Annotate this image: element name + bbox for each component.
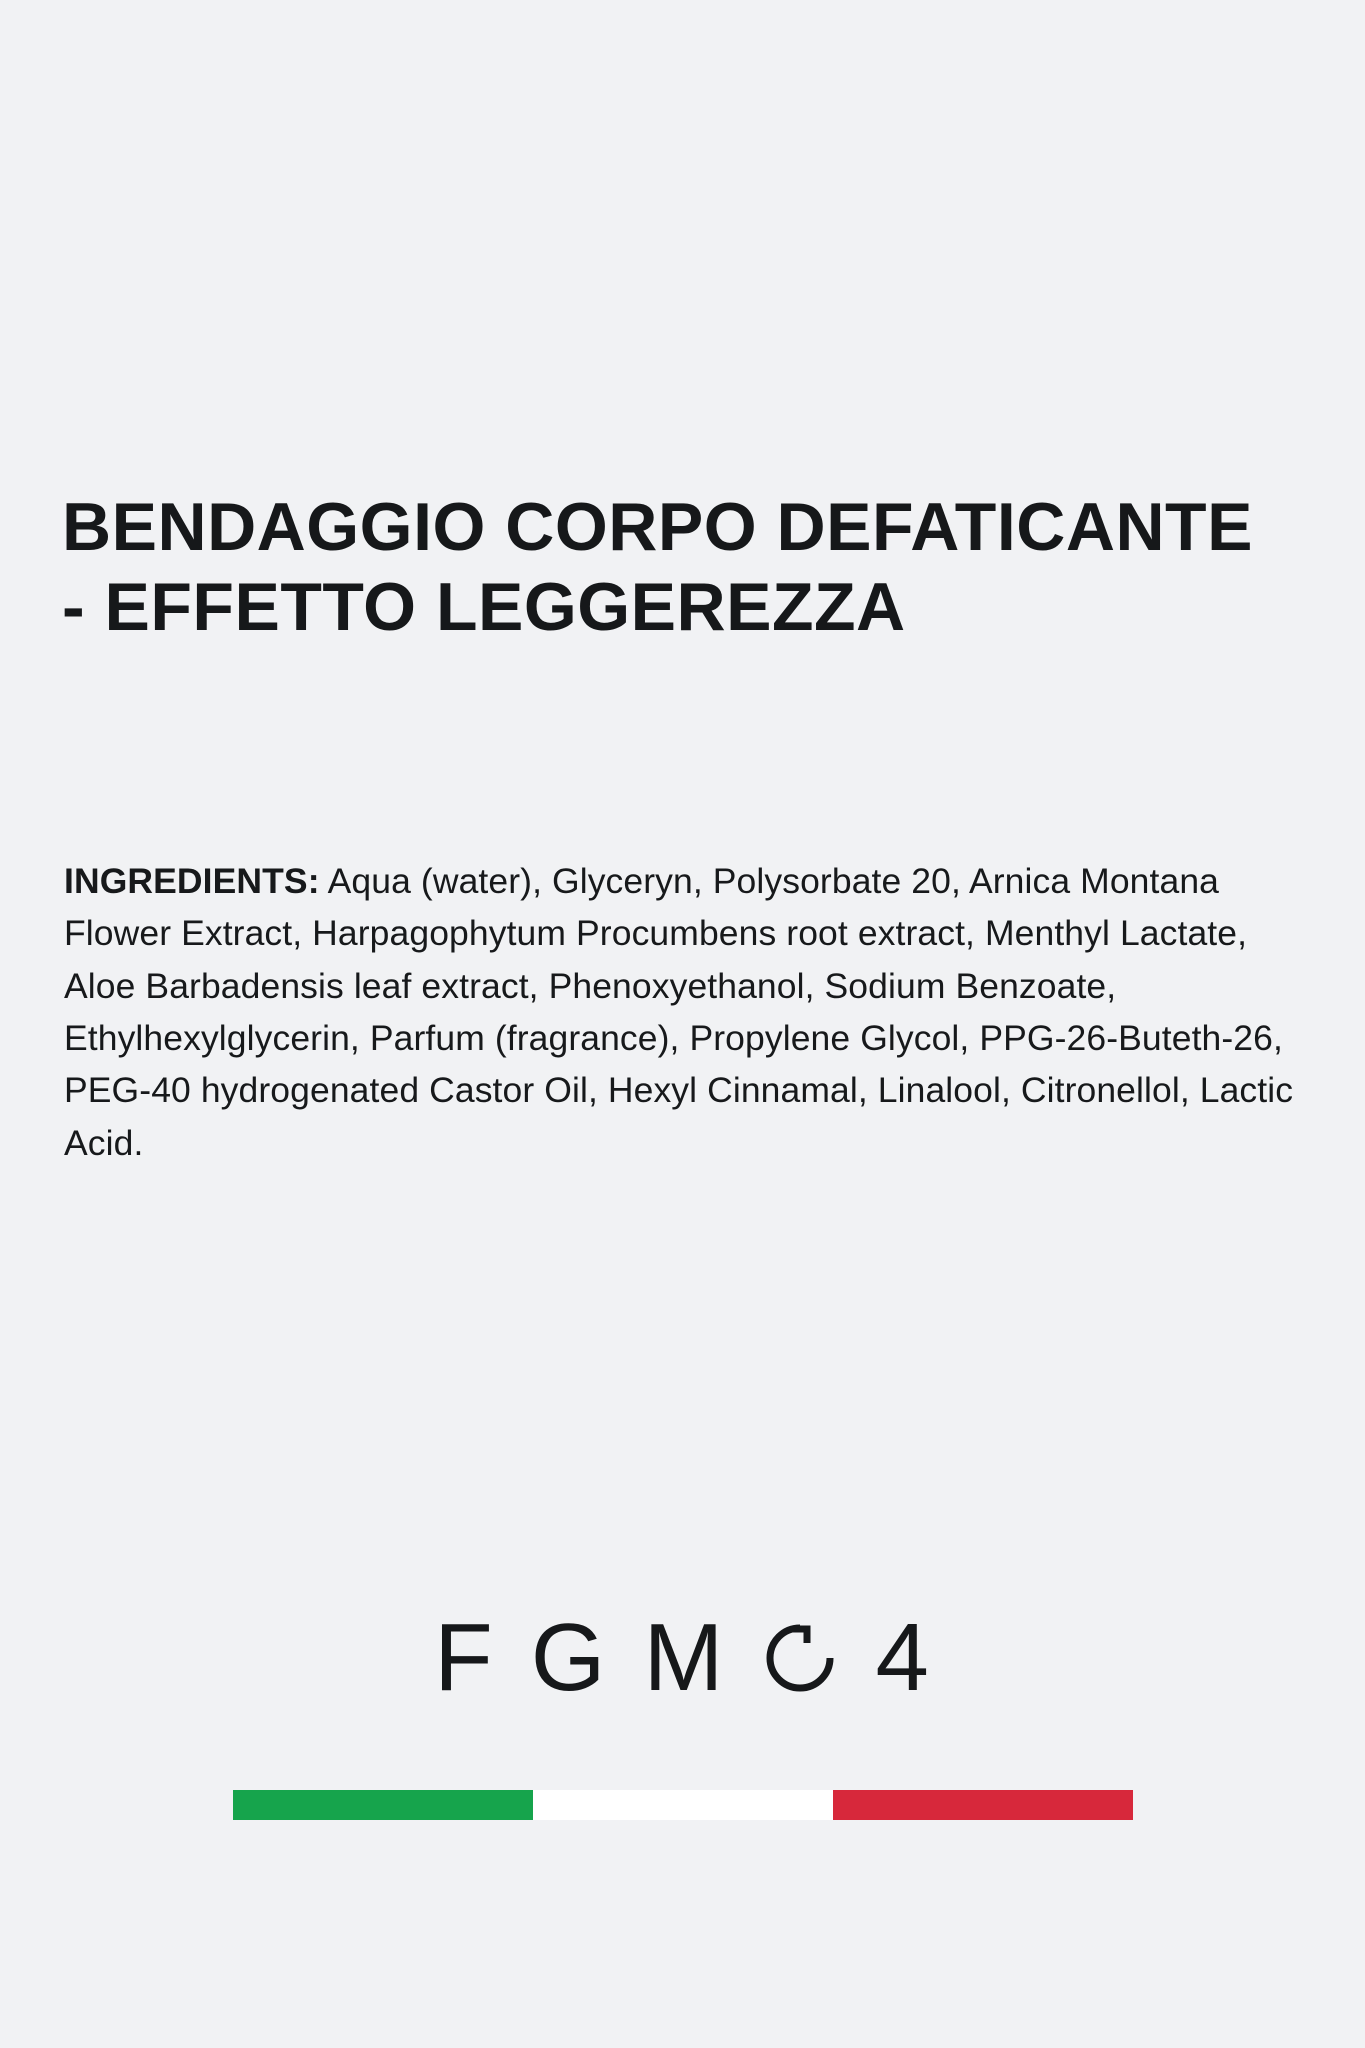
ingredients-list: Aqua (water), Glyceryn, Polysorbate 20, Arnica Montana Flower Extract, Harpagophytum Procumbens root extract, Menthyl Lactate, Aloe Barbadensis leaf extract, Phenoxyethanol, Sodium Benzoate, Ethylhexylglycerin, Parfum (fragrance), Propylene Glycol, PPG-26-Buteth-26, PEG-40 hydrogenated Castor Oil, Hexyl Cinnamal, Linalool, Citronellol, Lactic Acid. bbox=[64, 861, 1294, 1163]
logo-letter-f: F bbox=[434, 1604, 495, 1711]
circle-arrow-icon bbox=[763, 1621, 837, 1695]
page-title: BENDAGGIO CORPO DEFATICANTE - EFFETTO LEGGEREZZA bbox=[62, 489, 1253, 646]
flag-stripe-red bbox=[833, 1790, 1133, 1820]
ingredients-paragraph bbox=[64, 855, 1319, 1169]
logo-letter-g: G bbox=[530, 1604, 608, 1711]
ingredients-label: INGREDIENTS: bbox=[64, 861, 320, 901]
flag-stripe-green bbox=[233, 1790, 533, 1820]
logo-letter-m: M bbox=[643, 1604, 726, 1711]
brand-logo bbox=[0, 1604, 1365, 1711]
italian-flag bbox=[233, 1790, 1133, 1820]
flag-stripe-white bbox=[533, 1790, 833, 1820]
logo-number-4: 4 bbox=[875, 1604, 931, 1711]
